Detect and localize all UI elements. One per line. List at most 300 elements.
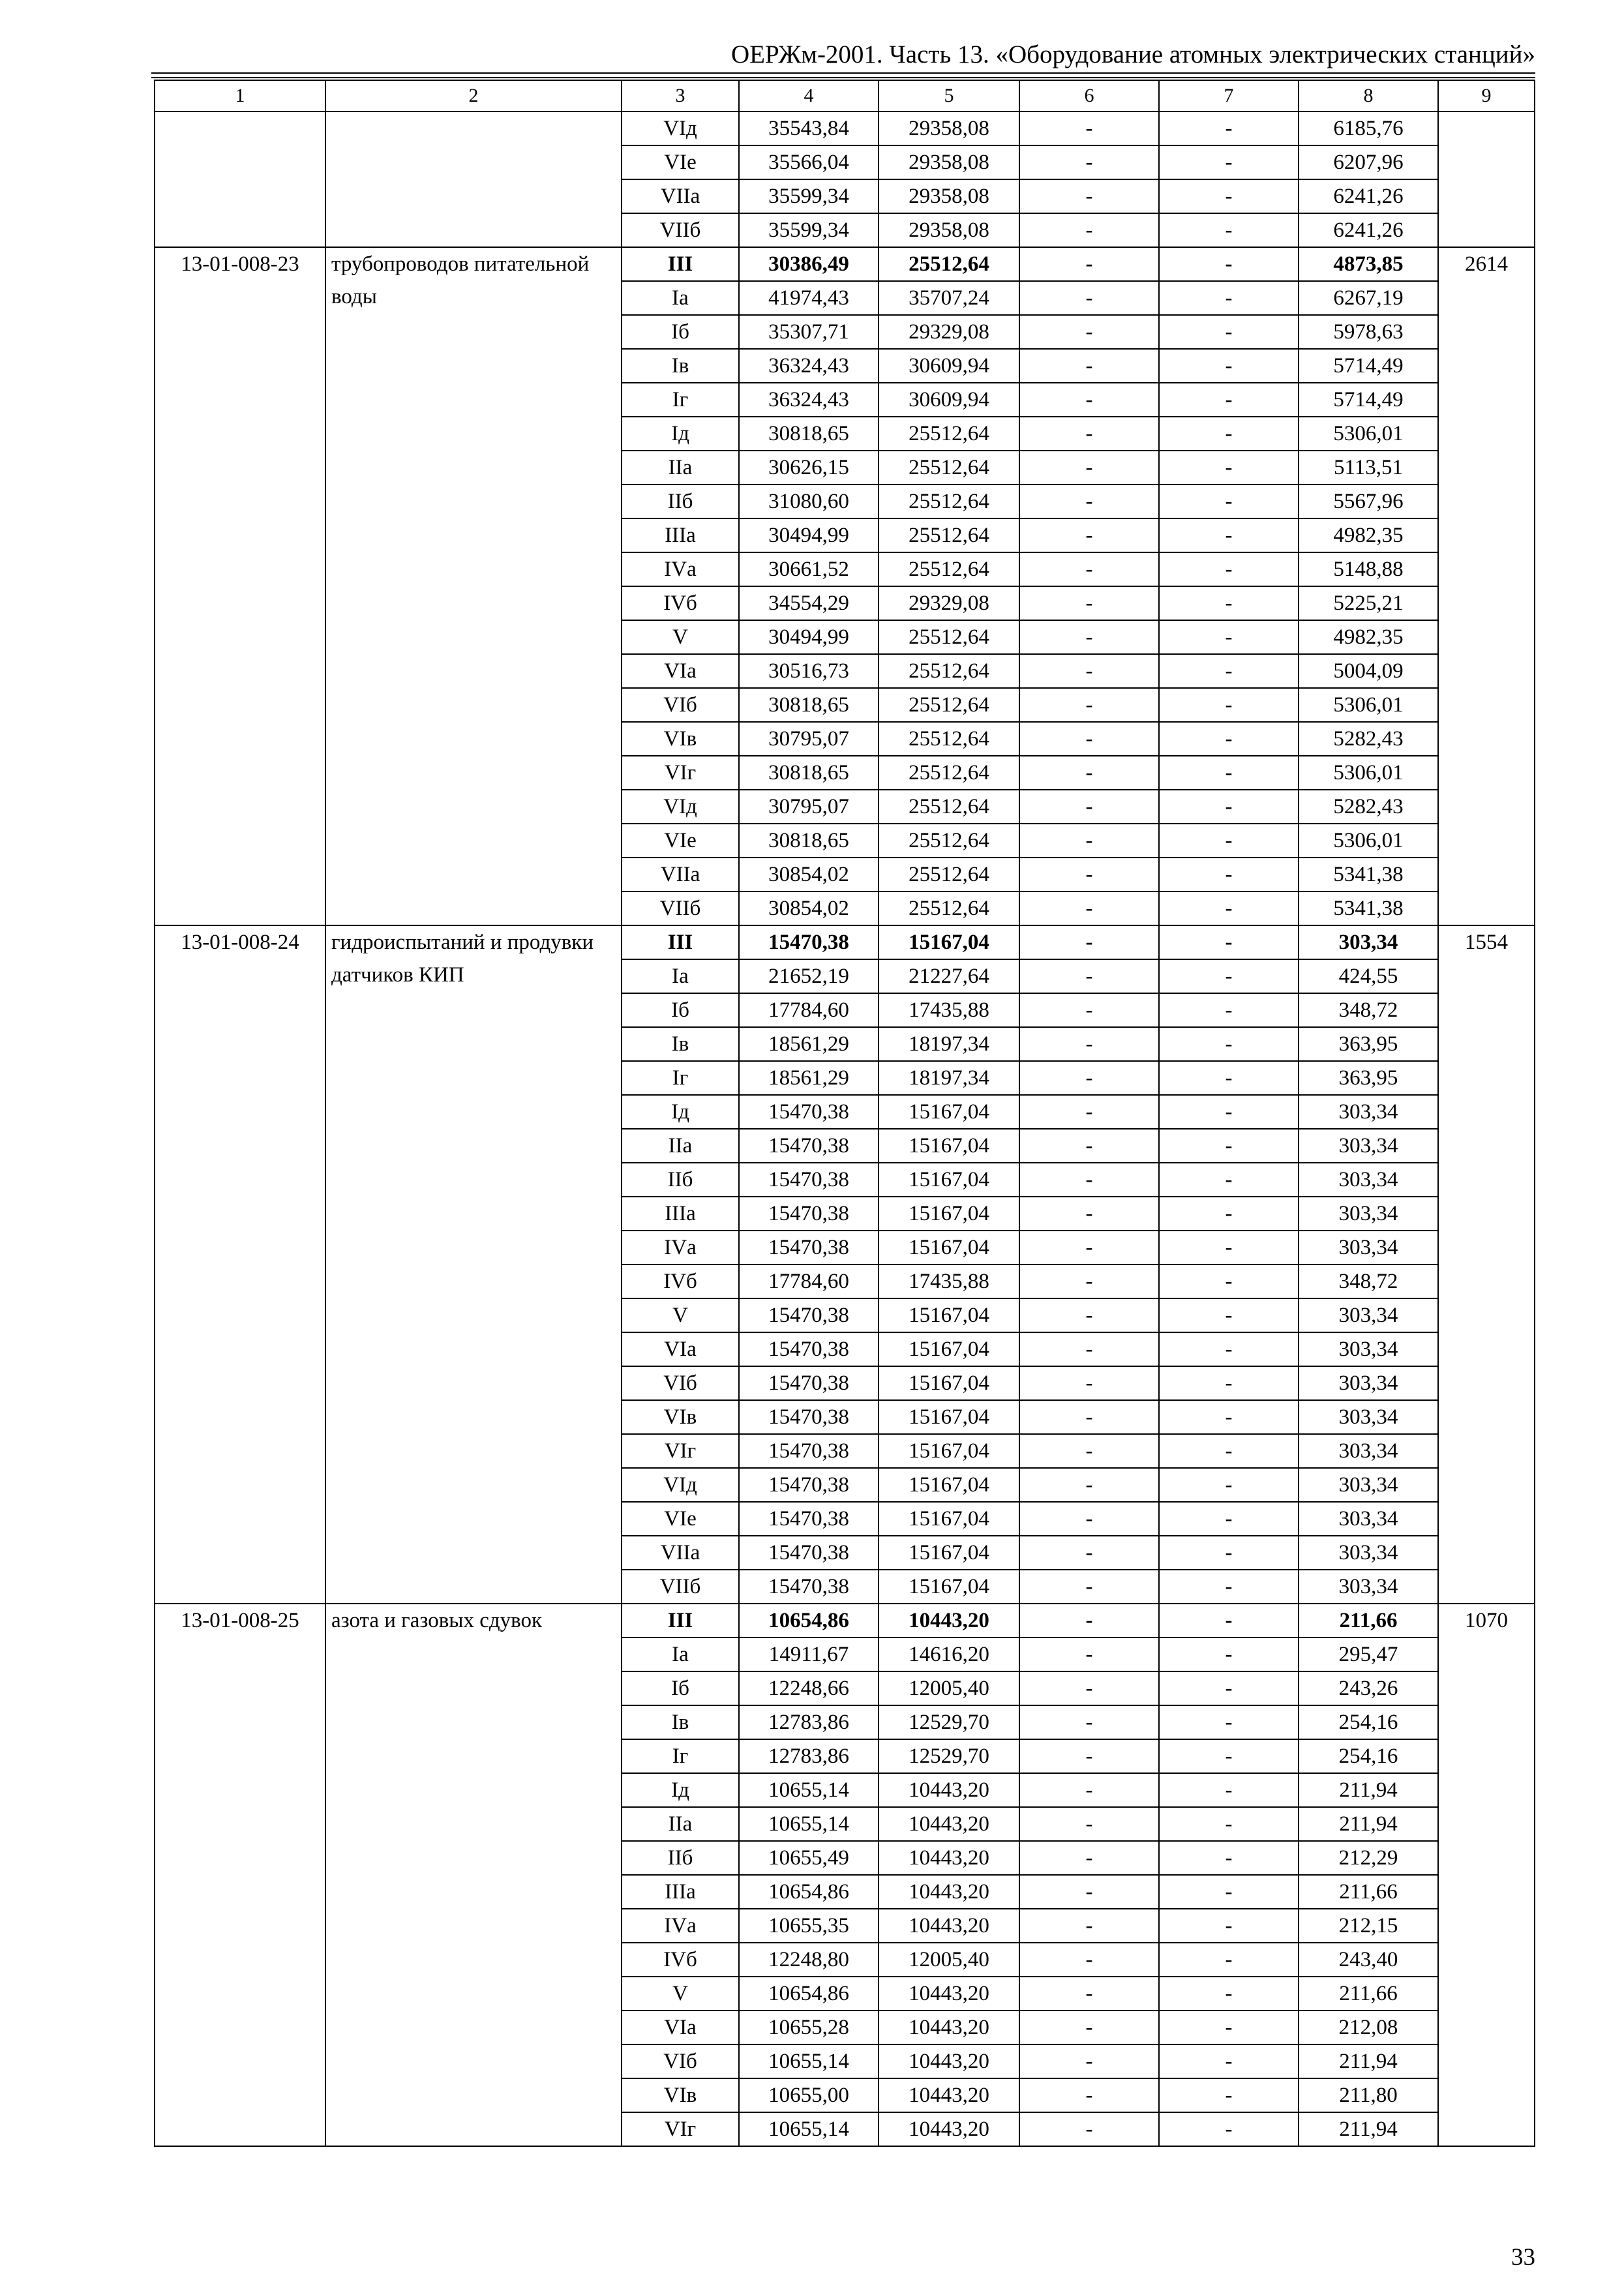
column-number: 3: [622, 80, 739, 112]
materials-cell: 5714,49: [1299, 383, 1438, 417]
col7-cell: -: [1159, 1671, 1299, 1705]
col7-cell: -: [1159, 485, 1299, 518]
total-cost-cell: 18561,29: [739, 1027, 879, 1061]
col6-cell: -: [1019, 485, 1159, 518]
col6-cell: -: [1019, 1943, 1159, 1977]
zone-cell: Iг: [622, 1061, 739, 1095]
col6-cell: -: [1019, 2112, 1159, 2146]
wages-cell: 25512,64: [879, 790, 1019, 824]
col6-cell: -: [1019, 1909, 1159, 1943]
wages-cell: 25512,64: [879, 247, 1019, 281]
total-cost-cell: 30818,65: [739, 756, 879, 790]
col7-cell: -: [1159, 1570, 1299, 1604]
total-cost-cell: 21652,19: [739, 959, 879, 993]
col6-cell: -: [1019, 281, 1159, 315]
total-cost-cell: 36324,43: [739, 383, 879, 417]
total-cost-cell: 12248,80: [739, 1943, 879, 1977]
zone-cell: Iд: [622, 1773, 739, 1807]
col6-cell: -: [1019, 959, 1159, 993]
zone-cell: VIе: [622, 145, 739, 179]
wages-cell: 25512,64: [879, 451, 1019, 485]
materials-cell: 6241,26: [1299, 179, 1438, 213]
materials-cell: 303,34: [1299, 1129, 1438, 1163]
col7-cell: -: [1159, 2078, 1299, 2112]
col6-cell: -: [1019, 2078, 1159, 2112]
wages-cell: 12529,70: [879, 1705, 1019, 1739]
materials-cell: 303,34: [1299, 1366, 1438, 1400]
zone-cell: VIв: [622, 2078, 739, 2112]
wages-cell: 15167,04: [879, 1129, 1019, 1163]
total-cost-cell: 15470,38: [739, 1468, 879, 1502]
total-cost-cell: 10655,14: [739, 2112, 879, 2146]
zone-cell: Iа: [622, 959, 739, 993]
wages-cell: 29358,08: [879, 112, 1019, 145]
materials-cell: 212,08: [1299, 2011, 1438, 2044]
col6-cell: -: [1019, 1739, 1159, 1773]
materials-cell: 303,34: [1299, 1332, 1438, 1366]
header-rule: [151, 72, 1535, 74]
zone-cell: VIв: [622, 1400, 739, 1434]
zone-cell: Iб: [622, 315, 739, 349]
wages-cell: 29358,08: [879, 145, 1019, 179]
zone-cell: III: [622, 925, 739, 959]
wages-cell: 10443,20: [879, 1977, 1019, 2011]
wages-cell: 25512,64: [879, 756, 1019, 790]
total-cost-cell: 15470,38: [739, 925, 879, 959]
wages-cell: 25512,64: [879, 722, 1019, 756]
col7-cell: -: [1159, 1807, 1299, 1841]
zone-cell: IVб: [622, 586, 739, 620]
col7-cell: -: [1159, 383, 1299, 417]
col7-cell: -: [1159, 213, 1299, 247]
table-row: [155, 112, 1535, 145]
col6-cell: -: [1019, 1332, 1159, 1366]
table-row: [155, 247, 1535, 281]
wages-cell: 15167,04: [879, 1570, 1019, 1604]
zone-cell: Iб: [622, 1671, 739, 1705]
wages-cell: 15167,04: [879, 1163, 1019, 1197]
wages-cell: 12005,40: [879, 1943, 1019, 1977]
zone-cell: IIIа: [622, 1875, 739, 1909]
materials-cell: 5714,49: [1299, 349, 1438, 383]
col7-cell: -: [1159, 756, 1299, 790]
wages-cell: 10443,20: [879, 2078, 1019, 2112]
wages-cell: 10443,20: [879, 1909, 1019, 1943]
materials-cell: 4873,85: [1299, 247, 1438, 281]
col6-cell: -: [1019, 145, 1159, 179]
materials-cell: 295,47: [1299, 1638, 1438, 1671]
rate-name: азота и газовых сдувок: [325, 1604, 622, 2146]
page-header: ОЕРЖм-2001. Часть 13. «Оборудование атомных электрических станций»: [731, 40, 1535, 68]
total-cost-cell: 15470,38: [739, 1536, 879, 1570]
wages-cell: 10443,20: [879, 1875, 1019, 1909]
zone-cell: VIа: [622, 2011, 739, 2044]
col7-cell: -: [1159, 417, 1299, 451]
col6-cell: -: [1019, 1841, 1159, 1875]
materials-cell: 6185,76: [1299, 112, 1438, 145]
col7-cell: -: [1159, 281, 1299, 315]
wages-cell: 18197,34: [879, 1027, 1019, 1061]
col7-cell: -: [1159, 1875, 1299, 1909]
rate-name: гидроиспытаний и продувки датчиков КИП: [325, 925, 622, 1604]
total-cost-cell: 12783,86: [739, 1705, 879, 1739]
col6-cell: -: [1019, 790, 1159, 824]
materials-cell: 5282,43: [1299, 790, 1438, 824]
total-cost-cell: 15470,38: [739, 1570, 879, 1604]
total-cost-cell: 30795,07: [739, 722, 879, 756]
materials-cell: 243,40: [1299, 1943, 1438, 1977]
materials-cell: 211,94: [1299, 2044, 1438, 2078]
wages-cell: 25512,64: [879, 891, 1019, 925]
total-cost-cell: 10655,14: [739, 1773, 879, 1807]
zone-cell: Iд: [622, 1095, 739, 1129]
zone-cell: V: [622, 1977, 739, 2011]
total-cost-cell: 35566,04: [739, 145, 879, 179]
zone-cell: Iг: [622, 383, 739, 417]
wages-cell: 15167,04: [879, 1231, 1019, 1264]
total-cost-cell: 18561,29: [739, 1061, 879, 1095]
col6-cell: -: [1019, 824, 1159, 858]
zone-cell: VIв: [622, 722, 739, 756]
total-cost-cell: 15470,38: [739, 1298, 879, 1332]
col6-cell: -: [1019, 925, 1159, 959]
zone-cell: Iа: [622, 1638, 739, 1671]
total-cost-cell: 30818,65: [739, 417, 879, 451]
col6-cell: -: [1019, 1129, 1159, 1163]
materials-cell: 5306,01: [1299, 417, 1438, 451]
materials-cell: 303,34: [1299, 1400, 1438, 1434]
total-cost-cell: 30626,15: [739, 451, 879, 485]
col6-cell: -: [1019, 1570, 1159, 1604]
col6-cell: -: [1019, 518, 1159, 552]
zone-cell: VIг: [622, 2112, 739, 2146]
zone-cell: IIIа: [622, 1197, 739, 1231]
materials-cell: 211,94: [1299, 1773, 1438, 1807]
materials-cell: 363,95: [1299, 1027, 1438, 1061]
rates-table: [154, 80, 1535, 2147]
col7-cell: -: [1159, 654, 1299, 688]
col6-cell: -: [1019, 756, 1159, 790]
zone-cell: VIIб: [622, 1570, 739, 1604]
col7-cell: -: [1159, 891, 1299, 925]
col7-cell: -: [1159, 959, 1299, 993]
materials-cell: 303,34: [1299, 1536, 1438, 1570]
column-number: 4: [739, 80, 879, 112]
total-cost-cell: 12248,66: [739, 1671, 879, 1705]
zone-cell: III: [622, 247, 739, 281]
col6-cell: -: [1019, 858, 1159, 891]
col6-cell: -: [1019, 112, 1159, 145]
total-cost-cell: 15470,38: [739, 1231, 879, 1264]
col7-cell: -: [1159, 1977, 1299, 2011]
wages-cell: 12529,70: [879, 1739, 1019, 1773]
rate-code: 13-01-008-25: [155, 1604, 325, 2146]
total-cost-cell: 15470,38: [739, 1095, 879, 1129]
materials-cell: 211,94: [1299, 1807, 1438, 1841]
materials-cell: 5004,09: [1299, 654, 1438, 688]
col6-cell: -: [1019, 1638, 1159, 1671]
total-cost-cell: 30795,07: [739, 790, 879, 824]
wages-cell: 10443,20: [879, 1604, 1019, 1638]
col7-cell: -: [1159, 1095, 1299, 1129]
col7-cell: -: [1159, 1705, 1299, 1739]
materials-cell: 5978,63: [1299, 315, 1438, 349]
zone-cell: Iа: [622, 281, 739, 315]
total-cost-cell: 41974,43: [739, 281, 879, 315]
total-cost-cell: 30386,49: [739, 247, 879, 281]
materials-cell: 211,66: [1299, 1875, 1438, 1909]
materials-cell: 303,34: [1299, 1095, 1438, 1129]
wages-cell: 25512,64: [879, 417, 1019, 451]
total-cost-cell: 30854,02: [739, 891, 879, 925]
total-cost-cell: 10654,86: [739, 1977, 879, 2011]
col6-cell: -: [1019, 1231, 1159, 1264]
col7-cell: -: [1159, 552, 1299, 586]
wages-cell: 10443,20: [879, 1773, 1019, 1807]
col6-cell: -: [1019, 586, 1159, 620]
col6-cell: -: [1019, 722, 1159, 756]
total-cost-cell: 15470,38: [739, 1502, 879, 1536]
zone-cell: IIIа: [622, 518, 739, 552]
total-cost-cell: 17784,60: [739, 1264, 879, 1298]
col7-cell: -: [1159, 1909, 1299, 1943]
materials-cell: 363,95: [1299, 1061, 1438, 1095]
zone-cell: III: [622, 1604, 739, 1638]
materials-cell: 5225,21: [1299, 586, 1438, 620]
col7-cell: -: [1159, 620, 1299, 654]
header-rule-double: [151, 77, 1535, 78]
col6-cell: -: [1019, 383, 1159, 417]
col7-cell: -: [1159, 451, 1299, 485]
zone-cell: VIб: [622, 2044, 739, 2078]
materials-cell: 212,29: [1299, 1841, 1438, 1875]
total-cost-cell: 10655,49: [739, 1841, 879, 1875]
col7-cell: -: [1159, 1231, 1299, 1264]
materials-cell: 5306,01: [1299, 756, 1438, 790]
col7-cell: -: [1159, 179, 1299, 213]
col7-cell: -: [1159, 1264, 1299, 1298]
table-row: [155, 1604, 1535, 1638]
wages-cell: 15167,04: [879, 1095, 1019, 1129]
wages-cell: 15167,04: [879, 1502, 1019, 1536]
col7-cell: -: [1159, 1332, 1299, 1366]
total-cost-cell: 30494,99: [739, 620, 879, 654]
zone-cell: VIе: [622, 1502, 739, 1536]
labor-cell: [1438, 112, 1535, 247]
zone-cell: Iв: [622, 349, 739, 383]
column-number: 2: [325, 80, 622, 112]
rate-code: 13-01-008-23: [155, 247, 325, 925]
wages-cell: 25512,64: [879, 654, 1019, 688]
materials-cell: 303,34: [1299, 1231, 1438, 1264]
col7-cell: -: [1159, 1739, 1299, 1773]
wages-cell: 25512,64: [879, 518, 1019, 552]
materials-cell: 303,34: [1299, 1570, 1438, 1604]
col6-cell: -: [1019, 315, 1159, 349]
labor-cell: 1554: [1438, 925, 1535, 1604]
col7-cell: -: [1159, 1773, 1299, 1807]
zone-cell: VIб: [622, 688, 739, 722]
col7-cell: -: [1159, 790, 1299, 824]
wages-cell: 21227,64: [879, 959, 1019, 993]
col7-cell: -: [1159, 688, 1299, 722]
wages-cell: 15167,04: [879, 1366, 1019, 1400]
materials-cell: 424,55: [1299, 959, 1438, 993]
materials-cell: 5341,38: [1299, 858, 1438, 891]
materials-cell: 4982,35: [1299, 620, 1438, 654]
wages-cell: 25512,64: [879, 824, 1019, 858]
materials-cell: 303,34: [1299, 1434, 1438, 1468]
wages-cell: 14616,20: [879, 1638, 1019, 1671]
col7-cell: -: [1159, 518, 1299, 552]
col6-cell: -: [1019, 1604, 1159, 1638]
col6-cell: -: [1019, 1434, 1159, 1468]
col6-cell: -: [1019, 1671, 1159, 1705]
col7-cell: -: [1159, 145, 1299, 179]
total-cost-cell: 10655,35: [739, 1909, 879, 1943]
col6-cell: -: [1019, 1773, 1159, 1807]
col6-cell: -: [1019, 1027, 1159, 1061]
zone-cell: IVб: [622, 1264, 739, 1298]
zone-cell: V: [622, 620, 739, 654]
total-cost-cell: 14911,67: [739, 1638, 879, 1671]
materials-cell: 303,34: [1299, 1197, 1438, 1231]
col6-cell: -: [1019, 1163, 1159, 1197]
col6-cell: -: [1019, 620, 1159, 654]
total-cost-cell: 30494,99: [739, 518, 879, 552]
total-cost-cell: 30818,65: [739, 824, 879, 858]
materials-cell: 303,34: [1299, 1163, 1438, 1197]
col7-cell: -: [1159, 2011, 1299, 2044]
total-cost-cell: 30516,73: [739, 654, 879, 688]
col6-cell: -: [1019, 1197, 1159, 1231]
col7-cell: -: [1159, 722, 1299, 756]
total-cost-cell: 12783,86: [739, 1739, 879, 1773]
wages-cell: 29329,08: [879, 586, 1019, 620]
col7-cell: -: [1159, 1434, 1299, 1468]
col6-cell: -: [1019, 1468, 1159, 1502]
col6-cell: -: [1019, 349, 1159, 383]
zone-cell: VIа: [622, 654, 739, 688]
col6-cell: -: [1019, 1807, 1159, 1841]
total-cost-cell: 35599,34: [739, 179, 879, 213]
materials-cell: 211,80: [1299, 2078, 1438, 2112]
column-number: 8: [1299, 80, 1438, 112]
column-number: 7: [1159, 80, 1299, 112]
wages-cell: 10443,20: [879, 1841, 1019, 1875]
total-cost-cell: 35307,71: [739, 315, 879, 349]
col6-cell: -: [1019, 451, 1159, 485]
zone-cell: IIб: [622, 1163, 739, 1197]
materials-cell: 348,72: [1299, 1264, 1438, 1298]
wages-cell: 10443,20: [879, 2112, 1019, 2146]
col6-cell: -: [1019, 213, 1159, 247]
col7-cell: -: [1159, 1298, 1299, 1332]
col6-cell: -: [1019, 654, 1159, 688]
col7-cell: -: [1159, 315, 1299, 349]
col7-cell: -: [1159, 247, 1299, 281]
wages-cell: 17435,88: [879, 993, 1019, 1027]
materials-cell: 5567,96: [1299, 485, 1438, 518]
wages-cell: 35707,24: [879, 281, 1019, 315]
col7-cell: -: [1159, 824, 1299, 858]
zone-cell: VIг: [622, 1434, 739, 1468]
wages-cell: 12005,40: [879, 1671, 1019, 1705]
wages-cell: 10443,20: [879, 2011, 1019, 2044]
col6-cell: -: [1019, 552, 1159, 586]
total-cost-cell: 30818,65: [739, 688, 879, 722]
wages-cell: 29358,08: [879, 179, 1019, 213]
col6-cell: -: [1019, 247, 1159, 281]
col7-cell: -: [1159, 925, 1299, 959]
labor-cell: 1070: [1438, 1604, 1535, 2146]
materials-cell: 303,34: [1299, 1298, 1438, 1332]
zone-cell: Iв: [622, 1705, 739, 1739]
materials-cell: 303,34: [1299, 1468, 1438, 1502]
col7-cell: -: [1159, 2112, 1299, 2146]
col7-cell: -: [1159, 112, 1299, 145]
zone-cell: VIа: [622, 1332, 739, 1366]
col6-cell: -: [1019, 417, 1159, 451]
materials-cell: 6207,96: [1299, 145, 1438, 179]
total-cost-cell: 10655,14: [739, 2044, 879, 2078]
wages-cell: 15167,04: [879, 1536, 1019, 1570]
col6-cell: -: [1019, 1366, 1159, 1400]
total-cost-cell: 17784,60: [739, 993, 879, 1027]
col7-cell: -: [1159, 1163, 1299, 1197]
zone-cell: Iд: [622, 417, 739, 451]
total-cost-cell: 10655,00: [739, 2078, 879, 2112]
zone-cell: VIб: [622, 1366, 739, 1400]
col7-cell: -: [1159, 1943, 1299, 1977]
wages-cell: 15167,04: [879, 1197, 1019, 1231]
materials-cell: 348,72: [1299, 993, 1438, 1027]
column-number: 1: [155, 80, 325, 112]
col7-cell: -: [1159, 1061, 1299, 1095]
wages-cell: 15167,04: [879, 1468, 1019, 1502]
wages-cell: 15167,04: [879, 1298, 1019, 1332]
zone-cell: VIд: [622, 112, 739, 145]
total-cost-cell: 10654,86: [739, 1875, 879, 1909]
total-cost-cell: 35543,84: [739, 112, 879, 145]
col7-cell: -: [1159, 1400, 1299, 1434]
col7-cell: -: [1159, 1197, 1299, 1231]
col6-cell: -: [1019, 1095, 1159, 1129]
wages-cell: 18197,34: [879, 1061, 1019, 1095]
table-body: [155, 80, 1535, 2146]
wages-cell: 25512,64: [879, 858, 1019, 891]
wages-cell: 10443,20: [879, 1807, 1019, 1841]
table-row: [155, 925, 1535, 959]
col7-cell: -: [1159, 1536, 1299, 1570]
wages-cell: 25512,64: [879, 485, 1019, 518]
zone-cell: VIе: [622, 824, 739, 858]
wages-cell: 17435,88: [879, 1264, 1019, 1298]
materials-cell: 5148,88: [1299, 552, 1438, 586]
wages-cell: 29329,08: [879, 315, 1019, 349]
zone-cell: IIб: [622, 1841, 739, 1875]
zone-cell: V: [622, 1298, 739, 1332]
col6-cell: -: [1019, 891, 1159, 925]
materials-cell: 5306,01: [1299, 824, 1438, 858]
materials-cell: 254,16: [1299, 1739, 1438, 1773]
col6-cell: -: [1019, 2011, 1159, 2044]
zone-cell: IIа: [622, 451, 739, 485]
wages-cell: 25512,64: [879, 552, 1019, 586]
total-cost-cell: 35599,34: [739, 213, 879, 247]
zone-cell: IVа: [622, 552, 739, 586]
wages-cell: 30609,94: [879, 383, 1019, 417]
